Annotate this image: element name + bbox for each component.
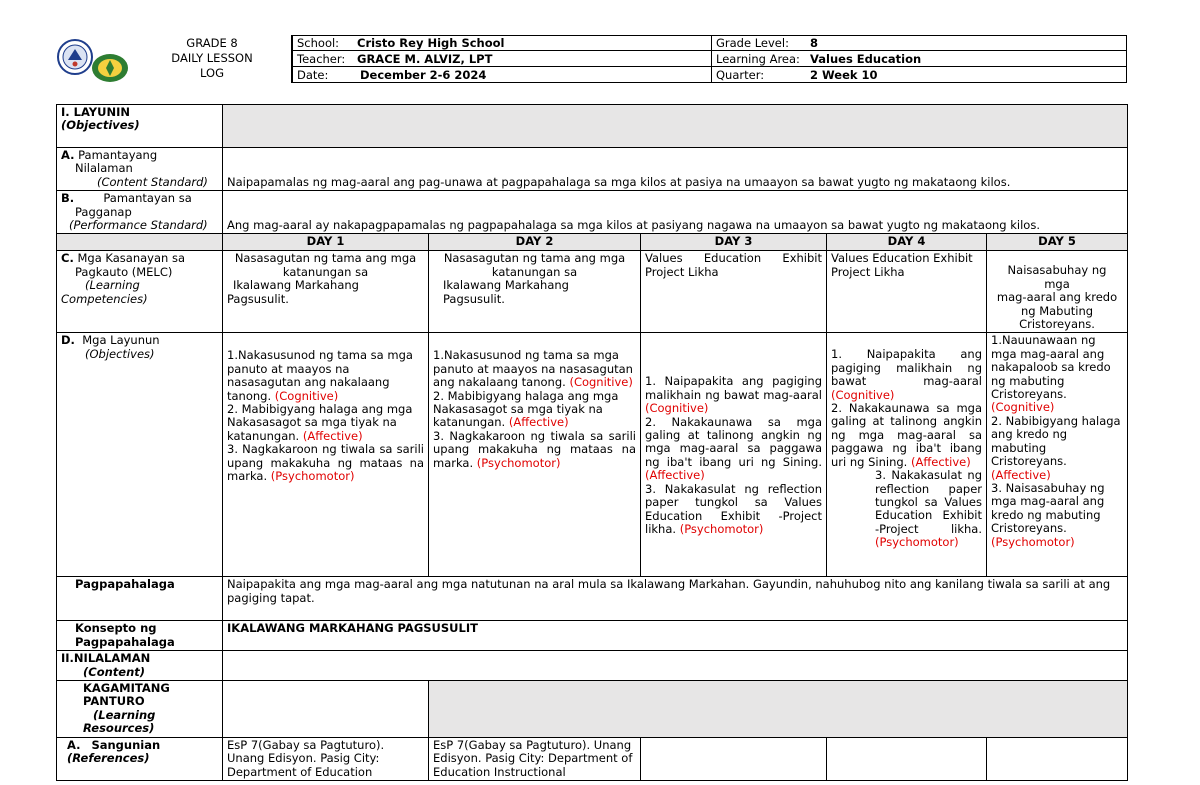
konsepto-title1: Konsepto ng	[75, 621, 157, 636]
obj-d4-o2: 2. Nakakaunawa sa mga galing at talinong angkin ng mga mag-aaral sa paggawa ng iba't ibang uri ng Sining.	[831, 401, 982, 469]
layunin-label	[57, 105, 223, 148]
sangunian-day2: EsP 7(Gabay sa Pagtuturo). Unang Edisyon. Pasig City: Department of Education Instructional	[429, 737, 641, 780]
melc-day3	[641, 251, 827, 333]
row-melc	[57, 251, 1128, 333]
school-label: School:	[297, 36, 340, 50]
obj-d2-o2: 2. Mabibigyang halaga ang mga Nakasasagot sa mga tiyak na katanungan.	[433, 388, 619, 430]
quarter-label: Quarter:	[716, 68, 765, 82]
melc-title2: Pagkauto (MELC)	[75, 264, 173, 279]
kagamitan-label	[57, 681, 223, 738]
obj-d5-o2: 2. Nabibigyang halaga ang kredo ng mabuting Cristoreyans.	[991, 413, 1121, 469]
nilalaman-empty	[223, 651, 1128, 681]
nilalaman-sub: (Content)	[83, 664, 146, 679]
perf-std-label	[57, 191, 223, 234]
date-label: Date:	[297, 68, 329, 82]
sangunian-sub: (References)	[67, 751, 150, 766]
teacher-value: GRACE M. ALVIZ, LPT	[357, 52, 493, 66]
grade-value: 8	[810, 36, 819, 50]
melc-day2	[429, 251, 641, 333]
obj-d3-t1: (Cognitive)	[645, 401, 709, 416]
objectives-title: Mga Layunun	[82, 333, 160, 348]
row-nilalaman	[57, 651, 1128, 681]
perf-std-title1: Pamantayan sa	[103, 191, 192, 206]
objectives-sub: (Objectives)	[85, 346, 155, 361]
objectives-letter: D.	[61, 333, 75, 348]
obj-d4-t3: (Psychomotor)	[875, 535, 959, 550]
objectives-day2	[429, 333, 641, 577]
obj-d1-t1: (Cognitive)	[274, 388, 339, 403]
obj-d4-t2: (Affective)	[911, 454, 971, 469]
konsepto-title2: Pagpapahalaga	[75, 634, 175, 649]
perf-std-text: Ang mag-aaral ay nakapagpapamalas ng pagpapahalaga sa mga kilos at pasiyang nagawa na umaayon sa bawat yugto ng makataong kilos.	[223, 191, 1128, 234]
obj-d4-o1: 1. Naipapakita ang pagiging malikhain ng bawat mag-aaral	[831, 347, 982, 389]
obj-d1-o1: 1.Nakasusunod ng tama sa mga panuto at maayos na nasasagutan ang nakalaang tanong.	[227, 348, 413, 403]
row-pagpapahalaga	[57, 577, 1128, 621]
obj-d1-o3: 3. Nagkakaroon ng tiwala sa sarili upang makakuha ng mataas na marka.	[227, 442, 424, 484]
layunin-title: I. LAYUNIN	[61, 105, 130, 119]
melc-d3-line1: Values Education Exhibit	[645, 251, 822, 266]
school-value: Cristo Rey High School	[357, 36, 505, 50]
melc-d2-line1: Nasasagutan ng tama ang mga	[443, 251, 626, 266]
sangunian-day3	[641, 737, 827, 780]
melc-title1: Mga Kasanayan sa	[77, 251, 185, 266]
obj-d3-t3: (Psychomotor)	[679, 521, 764, 536]
melc-d5-line4: ng Mabuting	[1020, 303, 1094, 318]
obj-d2-o1: 1.Nakasusunod ng tama sa mga panuto at maayos na nasasagutan ang nakalaang tanong.	[433, 348, 633, 390]
obj-d5-o1: 1.Nauunawaan ng mga mag-aaral ang nakapaloob sa kredo ng mabuting Cristoreyans.	[991, 333, 1111, 402]
sangunian-title: Sangunian	[91, 737, 161, 752]
content-std-letter: A.	[61, 148, 75, 162]
konsepto-text: IKALAWANG MARKAHANG PAGSUSULIT	[223, 621, 1128, 651]
obj-d1-t3: (Psychomotor)	[270, 469, 355, 484]
nilalaman-title: II.NILALAMAN	[61, 651, 151, 666]
row-performance-standard	[57, 191, 1128, 234]
row-layunin	[57, 105, 1128, 148]
pagpapahalaga-label: Pagpapahalaga	[57, 577, 223, 621]
obj-d5-t3: (Psychomotor)	[991, 534, 1075, 549]
kagamitan-shaded	[429, 681, 1128, 738]
deped-seal-logo	[56, 38, 94, 76]
day2-header: DAY 2	[429, 234, 641, 251]
kagamitan-sub1: (Learning	[93, 707, 156, 722]
row-days-header	[57, 234, 1128, 251]
school-seal-logo	[90, 52, 130, 84]
melc-d4-line1: Values Education Exhibit	[831, 251, 973, 266]
form-title-line3: LOG	[200, 66, 224, 80]
perf-std-letter: B.	[61, 191, 75, 206]
melc-day5	[987, 251, 1128, 333]
melc-d4-line2: Project Likha	[831, 264, 905, 279]
kagamitan-title2: PANTURO	[83, 694, 145, 709]
lesson-log-table	[56, 104, 1128, 781]
nilalaman-label	[57, 651, 223, 681]
melc-d5-line1: Naisasabuhay ng	[1007, 263, 1107, 278]
content-std-sub: (Content Standard)	[97, 174, 208, 189]
teacher-label: Teacher:	[297, 52, 346, 66]
layunin-empty	[223, 105, 1128, 148]
form-title-line2: DAILY LESSON	[171, 51, 253, 65]
sangunian-day5	[987, 737, 1128, 780]
melc-d1-line3: Ikalawang Markahang	[233, 278, 359, 293]
melc-d1-line2: katanungan sa	[282, 264, 369, 279]
melc-d2-line4: Pagsusulit.	[443, 291, 505, 306]
form-title-cell	[132, 35, 292, 83]
obj-d4-o3: 3. Nakakasulat ng reflection paper tungkol sa Values Education Exhibit -Project likha.	[875, 468, 982, 536]
melc-day1	[223, 251, 429, 333]
objectives-label	[57, 333, 223, 577]
grade-label: Grade Level:	[716, 36, 789, 50]
content-std-title1: Pamantayang	[78, 148, 158, 162]
obj-d5-t2: (Affective)	[991, 467, 1051, 482]
obj-d1-t2: (Affective)	[302, 428, 363, 443]
melc-d2-line2: katanungan sa	[491, 264, 578, 279]
melc-d5-line3: mag-aaral ang kredo	[996, 290, 1118, 305]
melc-d1-line1: Nasasagutan ng tama ang mga	[234, 251, 417, 266]
melc-sub2: Competencies)	[61, 291, 148, 306]
quarter-value: 2 Week 10	[810, 68, 878, 82]
area-value: Values Education	[810, 52, 922, 66]
row-sangunian	[57, 737, 1128, 780]
row-kagamitan	[57, 681, 1128, 738]
objectives-day4	[827, 333, 987, 577]
sangunian-day1: EsP 7(Gabay sa Pagtuturo). Unang Edisyon. Pasig City: Department of Education	[223, 737, 429, 780]
melc-d2-line3: Ikalawang Markahang	[443, 278, 569, 293]
content-std-title2: Nilalaman	[75, 161, 133, 176]
objectives-day3	[641, 333, 827, 577]
days-header-blank	[57, 234, 223, 251]
content-std-text: Naipapamalas ng mag-aaral ang pag-unawa at pagpapahalaga sa mga kilos at pasiya na umaayon sa bawat yugto ng makataong kilos.	[223, 148, 1128, 191]
content-std-label	[57, 148, 223, 191]
obj-d5-t1: (Cognitive)	[991, 400, 1055, 415]
obj-d3-o3: 3. Nakakasulat ng reflection paper tungkol sa Values Education Exhibit -Project likha.	[645, 481, 822, 536]
melc-d3-line2: Project Likha	[645, 264, 719, 279]
perf-std-title2: Pagganap	[75, 204, 132, 219]
row-konsepto	[57, 621, 1128, 651]
obj-d4-t1: (Cognitive)	[831, 387, 895, 402]
layunin-sub: (Objectives)	[61, 118, 140, 133]
obj-d2-o3: 3. Nagkakaroon ng tiwala sa sarili upang makakuha ng mataas na marka.	[433, 428, 636, 470]
day1-header: DAY 1	[223, 234, 429, 251]
obj-d2-t2: (Affective)	[508, 415, 569, 430]
sangunian-day4	[827, 737, 987, 780]
row-objectives	[57, 333, 1128, 577]
kagamitan-sub2: Resources)	[83, 721, 155, 736]
sangunian-label	[57, 737, 223, 780]
obj-d3-o1: 1. Naipapakita ang pagiging malikhain ng bawat mag-aaral	[645, 374, 822, 402]
obj-d3-o2: 2. Nakakaunawa sa mga galing at talinong angkin ng mga mag-aaral sa paggawa ng iba't ibang uri ng Sining.	[645, 414, 822, 469]
day4-header: DAY 4	[827, 234, 987, 251]
day3-header: DAY 3	[641, 234, 827, 251]
pagpapahalaga-text: Naipapakita ang mga mag-aaral ang mga natutunan na aral mula sa Ikalawang Markahan. Gayundin, nahuhubog nito ang kanilang tiwala sa sarili at ang pagiging tapat.	[223, 577, 1128, 621]
melc-d5-line5: Cristoreyans.	[1019, 317, 1095, 332]
obj-d2-t1: (Cognitive)	[569, 375, 633, 390]
konsepto-label	[57, 621, 223, 651]
obj-d3-t2: (Affective)	[645, 468, 705, 483]
obj-d2-t3: (Psychomotor)	[476, 455, 561, 470]
melc-d5-line2: mga	[1044, 276, 1070, 291]
day5-header: DAY 5	[987, 234, 1128, 251]
objectives-day1	[223, 333, 429, 577]
row-content-standard	[57, 148, 1128, 191]
date-value: December 2-6 2024	[360, 68, 487, 82]
kagamitan-title1: KAGAMITANG	[83, 681, 170, 696]
melc-label	[57, 251, 223, 333]
kagamitan-day1	[223, 681, 429, 738]
melc-d1-line4: Pagsusulit.	[227, 291, 289, 306]
obj-d1-o2: 2. Mabibigyang halaga ang mga Nakasasagot sa mga tiyak na katanungan.	[227, 402, 413, 443]
melc-letter: C.	[61, 251, 74, 266]
form-title-line1: GRADE 8	[186, 36, 238, 50]
perf-std-sub: (Performance Standard)	[69, 218, 208, 233]
area-label: Learning Area:	[716, 52, 800, 66]
objectives-day5	[987, 333, 1128, 577]
sangunian-letter: A.	[67, 737, 81, 752]
melc-day4	[827, 251, 987, 333]
melc-sub1: (Learning	[85, 278, 140, 293]
obj-d5-o3: 3. Naisasabuhay ng mga mag-aaral ang kredo ng mabuting Cristoreyans.	[991, 480, 1105, 536]
